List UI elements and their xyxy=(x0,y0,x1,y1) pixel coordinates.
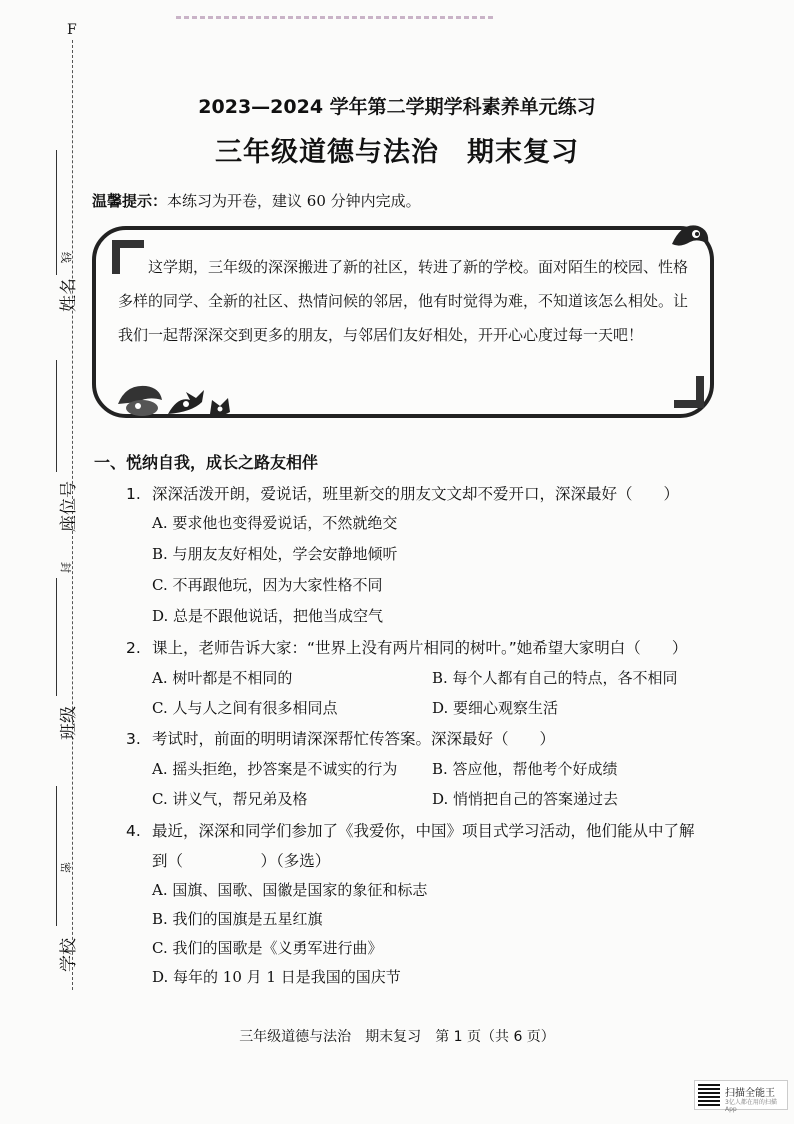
hint-text: 本练习为开卷，建议 60 分钟内完成。 xyxy=(167,192,421,210)
exam-subtitle xyxy=(0,130,794,169)
page-footer xyxy=(0,1026,794,1046)
q3-option-b: B. 答应他，帮他考个好成绩 xyxy=(432,760,618,778)
q1-option-b: B. 与朋友友好相处，学会安静地倾听 xyxy=(152,545,398,563)
subtitle-course: 三年级道德与法治 xyxy=(215,137,439,168)
q1-option-a: A. 要求他也变得爱说话，不然就绝交 xyxy=(152,514,398,532)
binding-word-feng: 封 xyxy=(59,562,72,573)
intro-text: 这学期，三年级的深深搬进了新的社区，转进了新的学校。面对陌生的校园、性格多样的同学、全新的社区、热情问候的邻居，他有时觉得为难，不知道该怎么相处。让我们一起帮深深交到更多的朋友，与邻居们友好相处，开开心心度过每一天吧！ xyxy=(118,258,689,344)
class-label: 班级 xyxy=(59,706,79,740)
warm-hint xyxy=(92,190,421,211)
question-3-number: 3. xyxy=(126,730,141,748)
hint-label: 温馨提示： xyxy=(92,192,168,210)
q2-option-d: D. 要细心观察生活 xyxy=(432,699,559,717)
q2-option-a: A. 树叶都是不相同的 xyxy=(152,669,293,687)
scanner-sub: 3亿人都在用的扫描App xyxy=(725,1099,777,1113)
q4-option-b: B. 我们的国旗是五星红旗 xyxy=(152,910,323,928)
q3-option-d: D. 悄悄把自己的答案递过去 xyxy=(432,790,619,808)
scanner-watermark xyxy=(694,1080,788,1113)
question-1-stem: 深深活泼开朗，爱说话，班里新交的朋友文文却不爱开口，深深最好（ ） xyxy=(152,485,680,503)
footer-course: 三年级道德与法治 xyxy=(239,1029,352,1045)
binding-word-xian: 线 xyxy=(59,252,72,263)
question-4-number: 4. xyxy=(126,822,141,840)
question-4 xyxy=(126,819,695,841)
footer-section: 期末复习 xyxy=(365,1029,422,1045)
q4-option-c: C. 我们的国歌是《义勇军进行曲》 xyxy=(152,939,383,957)
q2-option-b: B. 每个人都有自己的特点，各不相同 xyxy=(432,669,678,687)
q3-option-a: A. 摇头拒绝，抄答案是不诚实的行为 xyxy=(152,760,398,778)
question-1 xyxy=(126,482,679,504)
subtitle-section: 期末复习 xyxy=(467,137,579,168)
question-3-stem: 考试时，前面的明明请深深帮忙传答案。深深最好（ ） xyxy=(152,730,556,748)
binding-tick: F xyxy=(67,22,77,38)
frame-corner-bottom-right xyxy=(674,376,704,408)
question-3 xyxy=(126,727,555,749)
q4-option-d: D. 每年的 10 月 1 日是我国的国庆节 xyxy=(152,968,401,986)
q4-option-a: A. 国旗、国歌、国徽是国家的象征和标志 xyxy=(152,881,428,899)
scanner-label: 扫描全能王 xyxy=(725,1088,775,1099)
question-4-stem: 最近，深深和同学们参加了《我爱你，中国》项目式学习活动，他们能从中了解 xyxy=(152,822,695,840)
section-1-title: 一、悦纳自我，成长之路友相伴 xyxy=(94,453,319,472)
question-4-stem-continued: 到（ ）（多选） xyxy=(152,852,331,870)
q1-option-c: C. 不再跟他玩，因为大家性格不同 xyxy=(152,576,383,594)
school-line xyxy=(56,786,57,926)
school-label: 学校 xyxy=(59,938,79,972)
top-edge-strip xyxy=(176,16,494,19)
seat-label: 座位号 xyxy=(59,481,79,532)
question-2 xyxy=(126,636,687,658)
class-line xyxy=(56,578,57,696)
q2-option-c: C. 人与人之间有很多相同点 xyxy=(152,699,338,717)
q3-option-c: C. 讲义气，帮兄弟及格 xyxy=(152,790,308,808)
q1-option-d: D. 总是不跟他说话，把他当成空气 xyxy=(152,607,384,625)
question-2-number: 2. xyxy=(126,639,141,657)
name-label: 姓名 xyxy=(59,278,79,312)
footer-page-number: 第 1 页（共 6 页） xyxy=(435,1029,555,1045)
cartoon-characters-icon xyxy=(112,378,242,420)
seat-line xyxy=(56,360,57,472)
qr-code-icon xyxy=(698,1084,720,1106)
binding-word-mi: 密 xyxy=(59,862,72,873)
exam-title: 2023—2024 学年第二学期学科素养单元练习 xyxy=(198,96,596,118)
question-2-stem: 课上，老师告诉大家：“世界上没有两片相同的树叶。”她希望大家明白（ ） xyxy=(152,639,688,657)
question-1-number: 1. xyxy=(126,485,141,503)
